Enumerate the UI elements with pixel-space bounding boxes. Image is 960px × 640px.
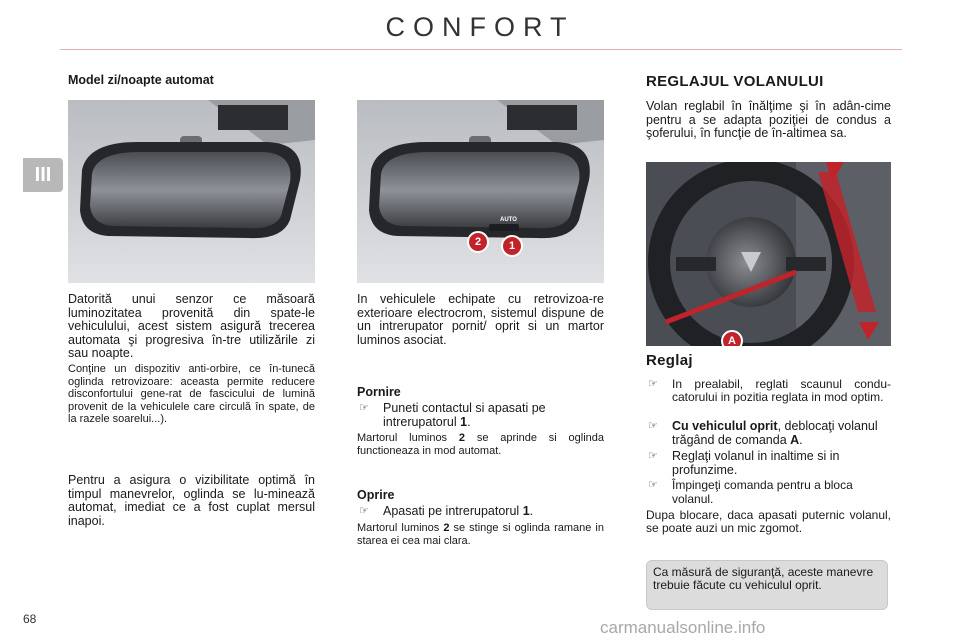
pointer-icon: ☞ [648, 378, 658, 390]
pointer-icon: ☞ [648, 479, 658, 491]
safety-note-box: Ca măsură de siguranţă, aceste manevre trebuie făcute cu vehiculul oprit. [646, 560, 888, 610]
pointer-icon: ☞ [648, 450, 658, 462]
pornire-bullet-ref: 1 [460, 414, 468, 429]
rearview-mirror-illustration [68, 100, 315, 283]
reglaj-after-note: Dupa blocare, daca apasati puternic volanul, se poate auzi un mic zgomot. [646, 508, 891, 535]
oprire-bullet-ref: 1 [522, 504, 530, 518]
reglaj-bullet-1-text: In prealabil, reglati scaunul condu-catorului in pozitia reglata in mod optim. [672, 377, 891, 404]
watermark: carmanualsonline.info [600, 618, 766, 637]
oprire-heading: Oprire [357, 488, 395, 502]
reglaj-bullet-4-text: Împingeţi comanda pentru a bloca volanul. [672, 478, 853, 506]
reglaj-bullet-2-text: , deblocaţi volanul trăgând de comanda [672, 419, 878, 447]
reglaj-bullet-3 [646, 450, 891, 477]
steering-wheel-illustration [646, 162, 891, 346]
page-title: CONFORT [385, 12, 575, 42]
oprire-note-pre: Martorul luminos [357, 522, 444, 534]
reglaj-bullet-2-ref: A [790, 432, 800, 447]
callout-2: 2 [467, 231, 489, 253]
steering-intro: Volan reglabil în înălţime şi în adân-cime pentru a se adapta poziţiei de condus a şoferului, în funcţie de în-altimea sa. [646, 99, 891, 140]
auto-label: AUTO [500, 217, 517, 223]
mirror-description: Datorită unui senzor ce măsoară luminozitatea provenită din spate-le vehiculului, acest sistem asigură trecerea automata şi progresiva în-tre utilizările zi sau noapte. [68, 292, 315, 360]
mirror-photo-2 [357, 100, 604, 283]
oprire-note-ref: 2 [443, 522, 450, 534]
reglaj-bullet-1 [646, 378, 891, 404]
chapter-tab: III [23, 158, 63, 192]
steering-photo [646, 162, 891, 346]
reglaj-bullet-2-tail: . [799, 432, 803, 447]
pornire-note-pre: Martorul luminos [357, 432, 459, 444]
mirror-switch-illustration [357, 100, 604, 283]
pointer-icon: ☞ [359, 402, 369, 414]
mirror-photo-1 [68, 100, 315, 283]
header-divider [60, 49, 902, 50]
section-heading-mirror: Model zi/noapte automat [68, 73, 214, 87]
pornire-heading: Pornire [357, 385, 401, 399]
anti-glare-description: Conţine un dispozitiv anti-orbire, ce în-tunecă oglinda retrovizoare: aceasta permite reducere disconfortului gene-rat de fascicului de lumină provenit de la vehiculele care circulă în spate, de la razele soarelui...). [68, 363, 315, 425]
pointer-icon: ☞ [359, 505, 369, 517]
pointer-icon: ☞ [648, 420, 658, 432]
steering-heading: REGLAJUL VOLANULUI [646, 73, 824, 90]
reglaj-bullet-4 [646, 479, 891, 506]
page-number: 68 [23, 612, 37, 626]
electrochrome-intro: In vehiculele echipate cu retrovizoa-re exterioare electrocrom, sistemul dispune de un intrerupator pornit/ oprit si un martor luminos asociat. [357, 292, 604, 347]
callout-a: A [721, 330, 743, 346]
pornire-note-post: se aprinde si oglinda functioneaza in mod automat. [357, 432, 604, 457]
reglaj-heading: Reglaj [646, 352, 693, 369]
oprire-bullet-text: Apasati pe intrerupatorul [383, 504, 520, 518]
pornire-note [357, 432, 604, 457]
oprire-note-post: se stinge si oglinda ramane in starea ei cea mai clara. [357, 522, 604, 547]
callout-1: 1 [501, 235, 523, 257]
pornire-bullet-text: Puneti contactul si apasati pe intrerupatorul [383, 401, 546, 429]
pornire-note-ref: 2 [458, 432, 465, 444]
reglaj-bullet-3-text: Reglaţi volanul in inaltime si in profunzime. [672, 449, 840, 477]
pornire-bullet: ☞ Puneti contactul si apasati pe intrerupatorul 1. [359, 401, 546, 429]
reverse-gear-description: Pentru a asigura o vizibilitate optimă în timpul manevrelor, oglinda se lu-minează automat, imediat ce a fost cuplat mersul inapoi. [68, 473, 315, 528]
oprire-note [357, 522, 604, 547]
reglaj-bullet-2 [646, 420, 891, 447]
reglaj-bullet-2-bold: Cu vehiculul oprit [672, 419, 778, 433]
oprire-bullet: ☞ Apasati pe intrerupatorul 1. [359, 504, 534, 518]
